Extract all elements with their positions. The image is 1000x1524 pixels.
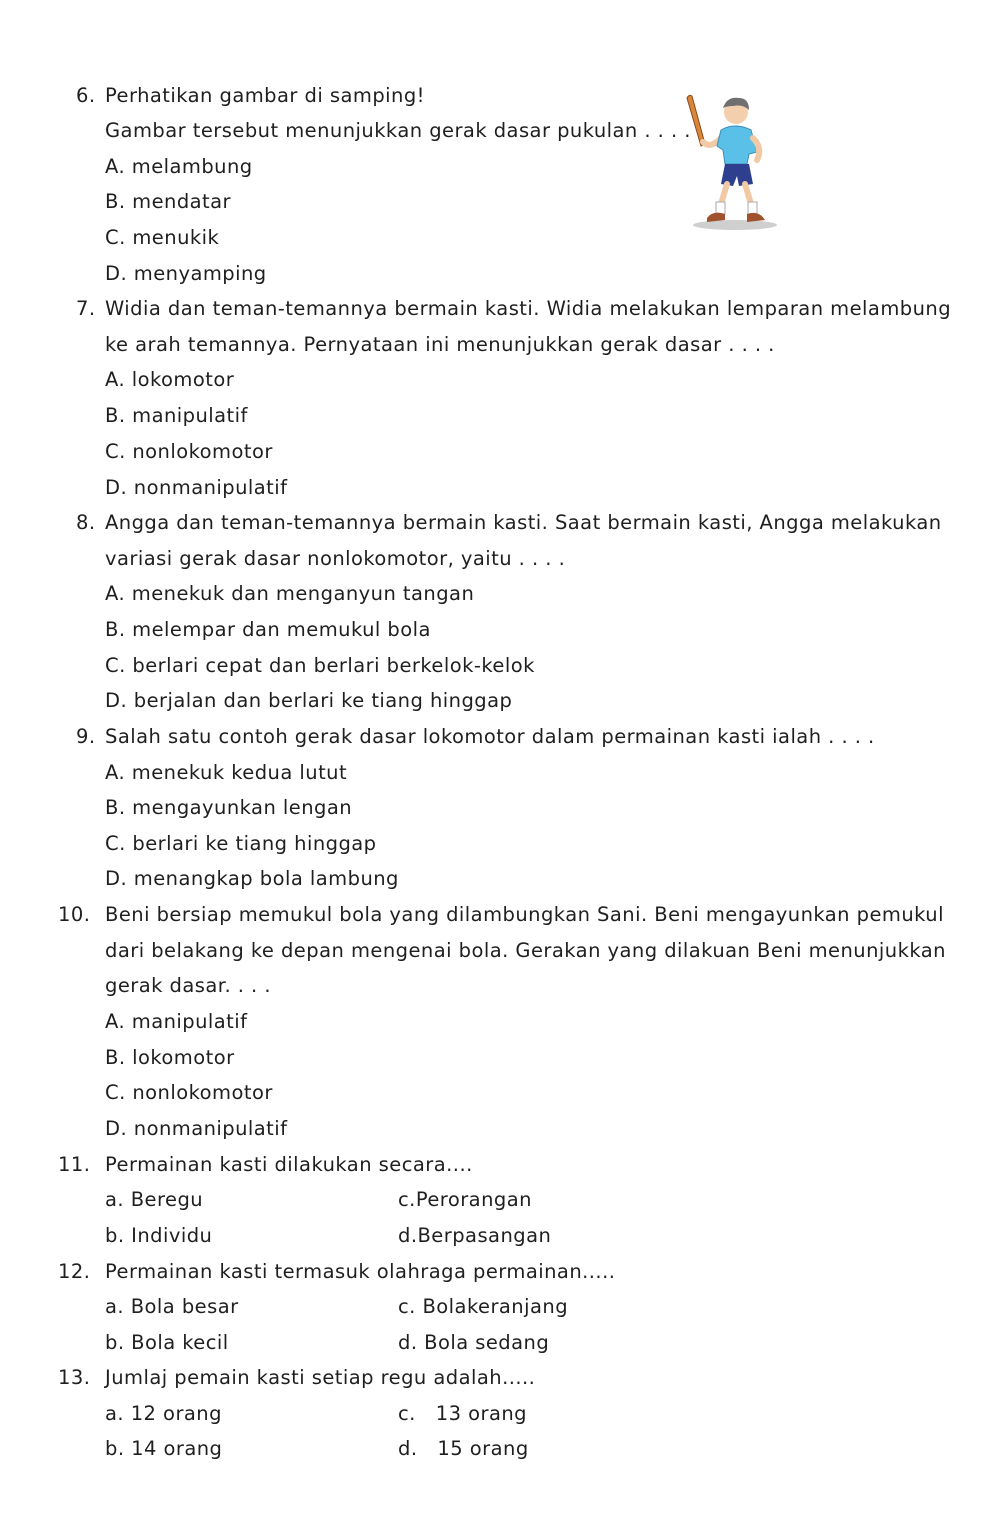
answer-option-c: c.Perorangan <box>398 1188 532 1211</box>
answer-option-a: a. 12 orang <box>105 1402 222 1425</box>
question-text: Angga dan teman-temannya bermain kasti. Saat bermain kasti, Angga melakukan <box>105 511 942 534</box>
answer-option-b: b. 14 orang <box>105 1437 223 1460</box>
answer-option-a: A. manipulatif <box>105 1010 248 1033</box>
answer-option-b: B. manipulatif <box>105 404 248 427</box>
answer-option-a: A. menekuk dan menganyun tangan <box>105 582 475 605</box>
answer-option-d: d. Bola sedang <box>398 1331 550 1354</box>
answer-option-a: a. Beregu <box>105 1188 204 1211</box>
answer-option-d: D. nonmanipulatif <box>105 476 288 499</box>
question-number: 7. <box>76 297 96 320</box>
question-text: Gambar tersebut menunjukkan gerak dasar pukulan . . . . <box>105 119 691 142</box>
answer-option-b: B. melempar dan memukul bola <box>105 618 431 641</box>
answer-option-d: D. berjalan dan berlari ke tiang hinggap <box>105 689 513 712</box>
question-text: dari belakang ke depan mengenai bola. Gerakan yang dilakuan Beni menunjukkan <box>105 939 946 962</box>
question-text: ke arah temannya. Pernyataan ini menunjukkan gerak dasar . . . . <box>105 333 775 356</box>
question-text: Beni bersiap memukul bola yang dilambungkan Sani. Beni mengayunkan pemukul <box>105 903 944 926</box>
answer-option-b: b. Bola kecil <box>105 1331 229 1354</box>
answer-option-a: A. melambung <box>105 155 253 178</box>
answer-option-c: C. nonlokomotor <box>105 1081 273 1104</box>
answer-option-c: c. Bolakeranjang <box>398 1295 569 1318</box>
answer-option-d: d.Berpasangan <box>398 1224 552 1247</box>
answer-option-b: B. mengayunkan lengan <box>105 796 353 819</box>
boy-holding-bat-illustration <box>683 92 779 234</box>
question-number: 10. <box>58 903 91 926</box>
question-text: Widia dan teman-temannya bermain kasti. Widia melakukan lemparan melambung <box>105 297 952 320</box>
answer-option-c: C. berlari cepat dan berlari berkelok-kelok <box>105 654 535 677</box>
answer-option-c: c. 13 orang <box>398 1402 528 1425</box>
question-number: 8. <box>76 511 96 534</box>
answer-option-a: A. lokomotor <box>105 368 235 391</box>
answer-option-b: B. mendatar <box>105 190 232 213</box>
question-text: Permainan kasti dilakukan secara.... <box>105 1153 473 1176</box>
question-number: 13. <box>58 1366 91 1389</box>
question-text: gerak dasar. . . . <box>105 974 271 997</box>
answer-option-c: C. menukik <box>105 226 220 249</box>
answer-option-b: B. lokomotor <box>105 1046 235 1069</box>
question-number: 9. <box>76 725 96 748</box>
question-number: 12. <box>58 1260 91 1283</box>
answer-option-d: D. nonmanipulatif <box>105 1117 288 1140</box>
question-text: Permainan kasti termasuk olahraga permainan..... <box>105 1260 616 1283</box>
question-text: variasi gerak dasar nonlokomotor, yaitu . . . . <box>105 547 566 570</box>
answer-option-c: C. nonlokomotor <box>105 440 273 463</box>
answer-option-d: D. menyamping <box>105 262 267 285</box>
question-text: Perhatikan gambar di samping! <box>105 84 425 107</box>
answer-option-d: D. menangkap bola lambung <box>105 867 399 890</box>
answer-option-a: a. Bola besar <box>105 1295 239 1318</box>
answer-option-b: b. Individu <box>105 1224 213 1247</box>
answer-option-d: d. 15 orang <box>398 1437 529 1460</box>
question-number: 6. <box>76 84 96 107</box>
question-number: 11. <box>58 1153 91 1176</box>
question-text: Salah satu contoh gerak dasar lokomotor dalam permainan kasti ialah . . . . <box>105 725 875 748</box>
question-text: Jumlaj pemain kasti setiap regu adalah..... <box>105 1366 536 1389</box>
answer-option-a: A. menekuk kedua lutut <box>105 761 348 784</box>
answer-option-c: C. berlari ke tiang hinggap <box>105 832 377 855</box>
